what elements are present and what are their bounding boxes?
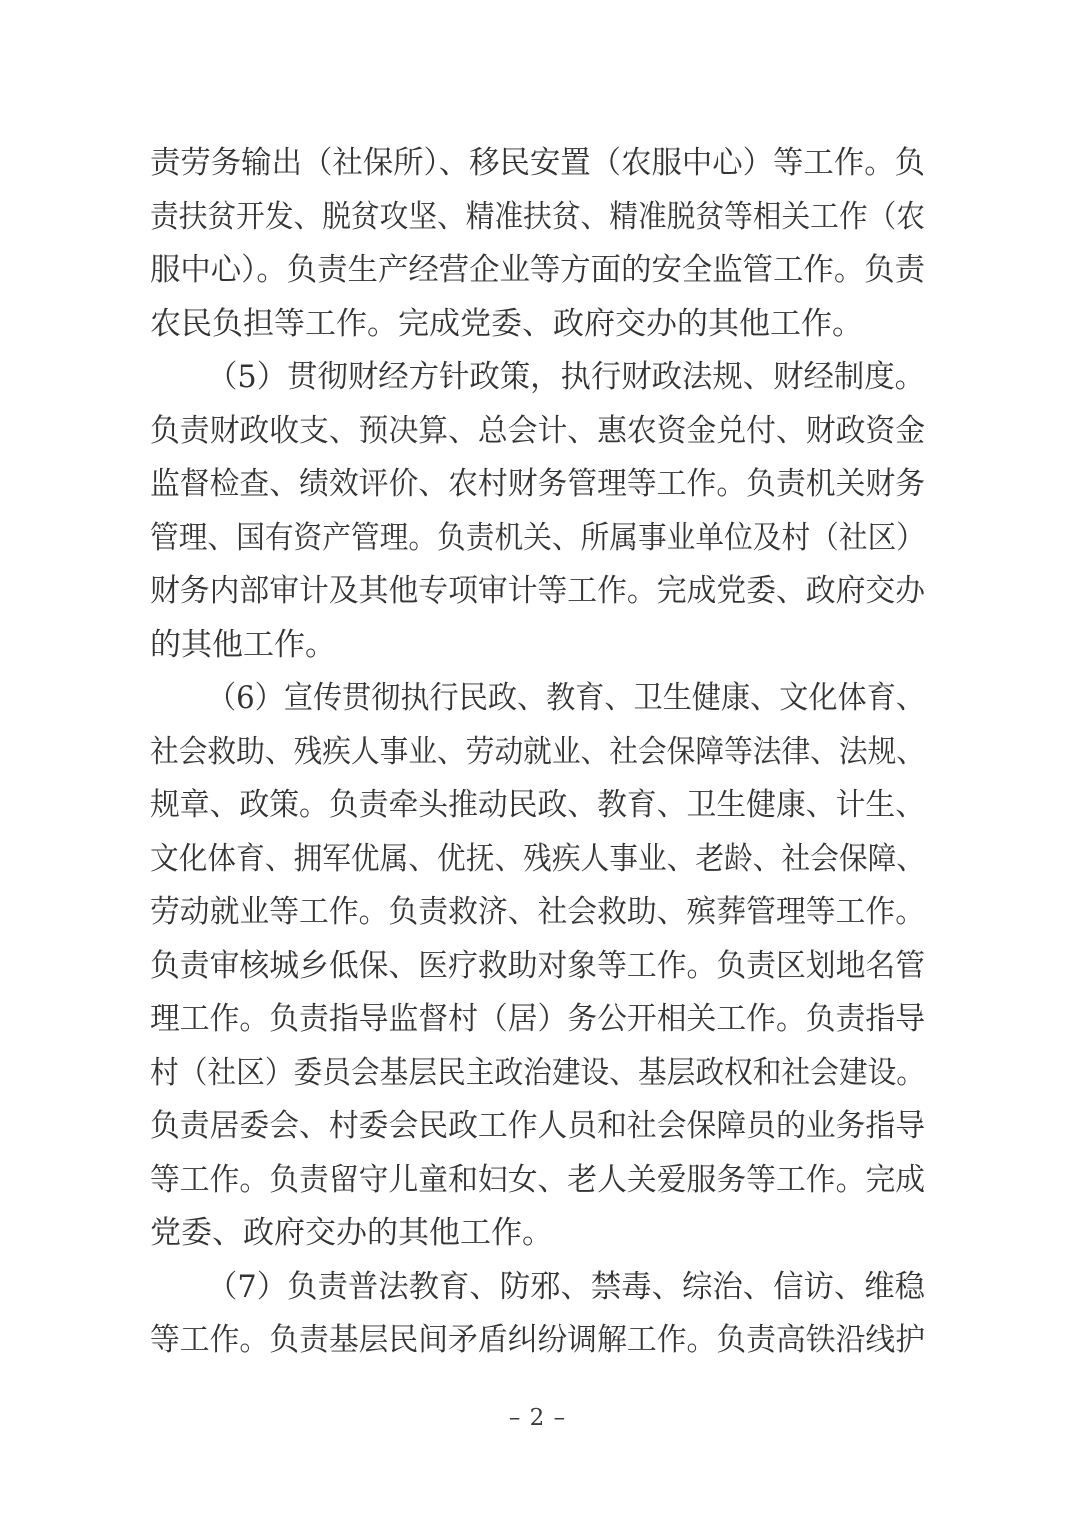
- text-line-content: （5）贯彻财经方针政策，执行财政法规、财经制度。: [207, 359, 925, 395]
- paragraph: [150, 672, 925, 1261]
- text-line-content: 负责居委会、村委会民政工作人员和社会保障员的业务指导: [150, 1108, 925, 1144]
- paragraph: [150, 351, 925, 672]
- text-line-content: 社会救助、残疾人事业、劳动就业、社会保障等法律、法规、: [150, 733, 925, 770]
- text-line: [150, 1314, 925, 1368]
- text-line: [150, 1154, 925, 1208]
- text-line-content: 等工作。负责留守儿童和妇女、老人关爱服务等工作。完成: [150, 1161, 925, 1198]
- paragraph: [150, 1261, 925, 1368]
- text-line: [150, 458, 925, 512]
- text-line: [150, 886, 925, 940]
- text-line-content: 管理、国有资产管理。负责机关、所属事业单位及村（社区）: [150, 519, 925, 556]
- text-line-content: 负责审核城乡低保、医疗救助对象等工作。负责区划地名管: [150, 947, 925, 984]
- text-line: [150, 1100, 925, 1154]
- text-line: [150, 1207, 925, 1261]
- text-line: [150, 1261, 925, 1315]
- text-line-content: 理工作。负责指导监督村（居）务公开相关工作。负责指导: [150, 1001, 925, 1037]
- text-line: [150, 244, 925, 298]
- text-line-content: 规章、政策。负责牵头推动民政、教育、卫生健康、计生、: [150, 787, 925, 823]
- text-line: [150, 405, 925, 459]
- text-line: [150, 619, 925, 673]
- text-line: [150, 512, 925, 566]
- document-body: [150, 137, 925, 1368]
- text-line-content: 劳动就业等工作。负责救济、社会救助、殡葬管理等工作。: [150, 894, 925, 930]
- text-line: [150, 137, 925, 191]
- text-line-content: 等工作。负责基层民间矛盾纠纷调解工作。负责高铁沿线护: [150, 1322, 925, 1358]
- text-line: [150, 940, 925, 994]
- text-line: [150, 833, 925, 887]
- text-line: [150, 993, 925, 1047]
- paragraph: [150, 137, 925, 351]
- text-line: [150, 565, 925, 619]
- text-line-content: 负责财政收支、预决算、总会计、惠农资金兑付、财政资金: [150, 412, 925, 449]
- page-number: – 2 –: [508, 1405, 567, 1431]
- text-line-content: 文化体育、拥军优属、优抚、残疾人事业、老龄、社会保障、: [150, 840, 925, 877]
- text-line-content: 财务内部审计及其他专项审计等工作。完成党委、政府交办: [150, 573, 925, 609]
- text-line-content: 党委、政府交办的其他工作。: [150, 1215, 553, 1251]
- text-line: [150, 298, 925, 352]
- text-line-content: 村（社区）委员会基层民主政治建设、基层政权和社会建设。: [150, 1054, 925, 1091]
- text-line: [150, 726, 925, 780]
- text-line: [150, 1047, 925, 1101]
- text-line-content: 监督检查、绩效评价、农村财务管理等工作。负责机关财务: [150, 466, 925, 502]
- text-line-content: 服中心）。负责生产经营企业等方面的安全监管工作。负责: [150, 252, 925, 288]
- text-line: [150, 351, 925, 405]
- text-line: [150, 779, 925, 833]
- text-line-content: 责扶贫开发、脱贫攻坚、精准扶贫、精准脱贫等相关工作（农: [150, 198, 925, 235]
- text-line-content: （6）宣传贯彻执行民政、教育、卫生健康、文化体育、: [207, 680, 925, 716]
- text-line-content: （7）负责普法教育、防邪、禁毒、综治、信访、维稳: [207, 1268, 925, 1305]
- text-line-content: 农民负担等工作。完成党委、政府交办的其他工作。: [150, 305, 863, 342]
- text-line-content: 责劳务输出（社保所）、移民安置（农服中心）等工作。负: [150, 145, 925, 181]
- text-line: [150, 191, 925, 245]
- text-line: [150, 672, 925, 726]
- text-line-content: 的其他工作。: [150, 626, 336, 663]
